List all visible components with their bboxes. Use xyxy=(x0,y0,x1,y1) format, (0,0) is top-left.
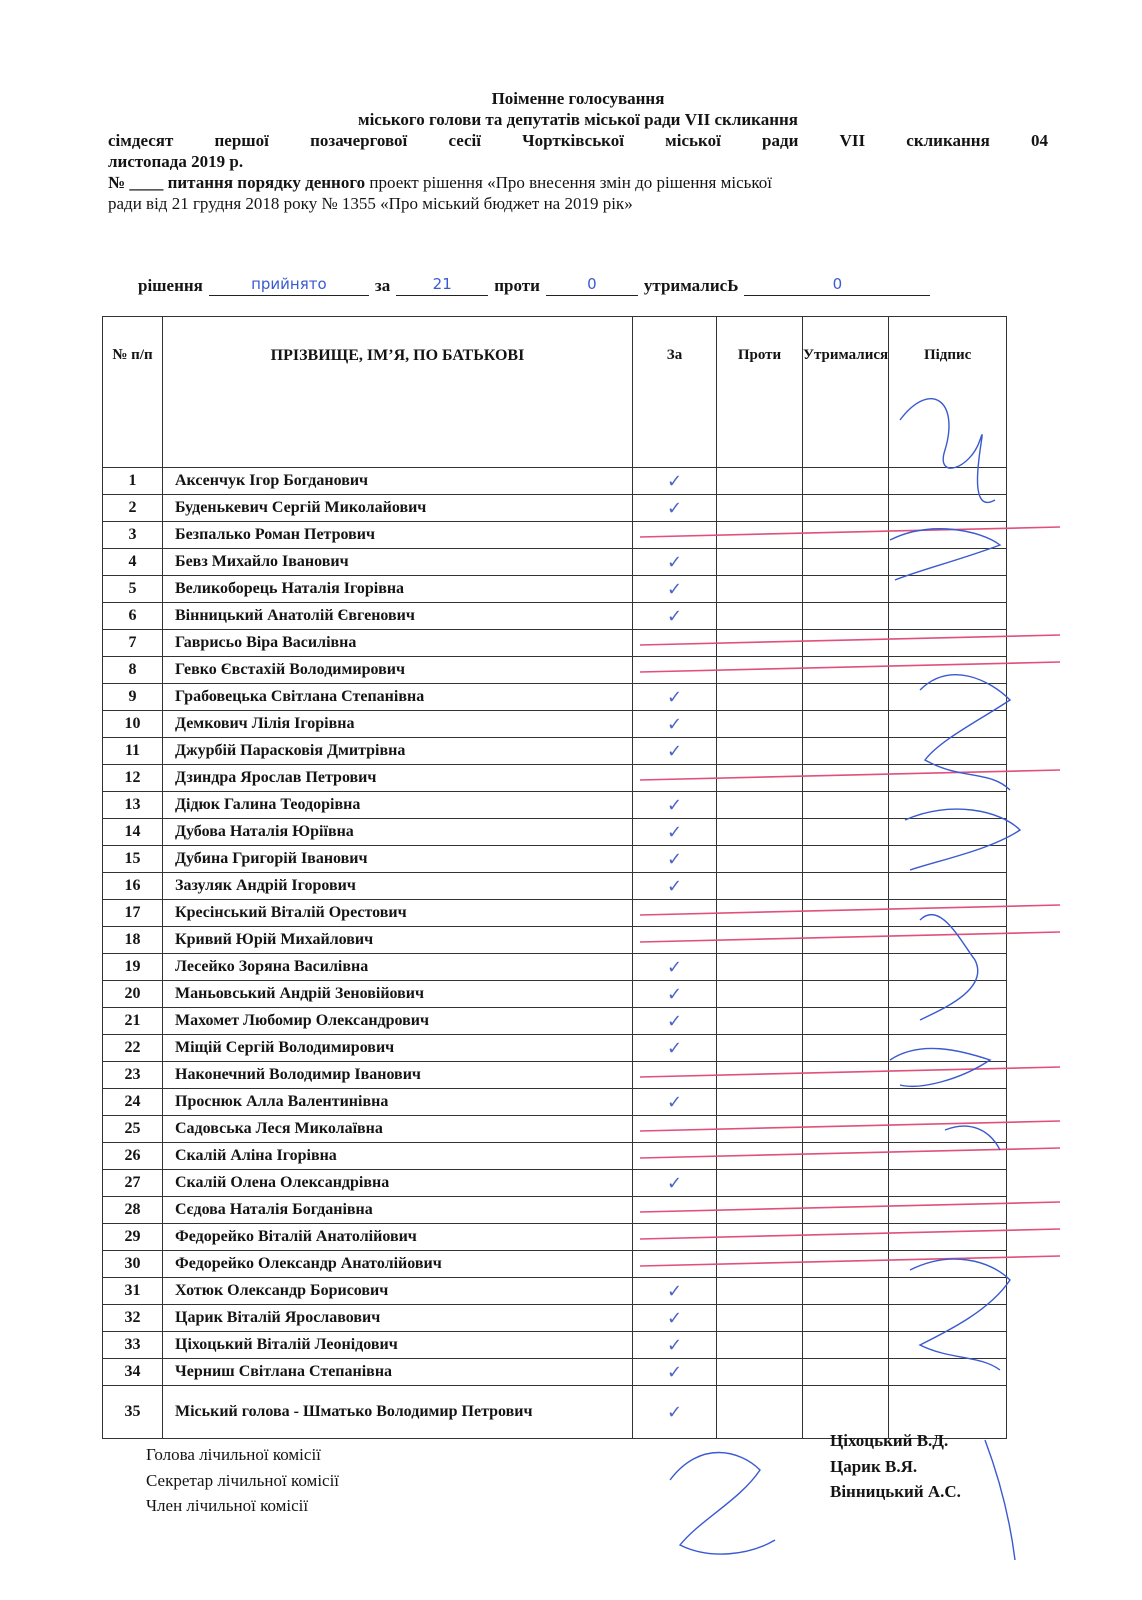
agenda-number: № ____ питання порядку денного xyxy=(108,173,366,193)
header-number: № п/п xyxy=(103,317,163,468)
row-for-mark: ✓ xyxy=(633,1008,717,1035)
row-number: 33 xyxy=(103,1332,163,1359)
row-number: 13 xyxy=(103,792,163,819)
row-name: Скалій Аліна Ігорівна xyxy=(163,1143,633,1170)
commission-chair-label: Голова лічильної комісії xyxy=(146,1445,321,1464)
row-name: Скалій Олена Олександрівна xyxy=(163,1170,633,1197)
row-number: 9 xyxy=(103,684,163,711)
row-name: Дубина Григорій Іванович xyxy=(163,846,633,873)
row-number: 6 xyxy=(103,603,163,630)
row-name: Дубова Наталія Юріївна xyxy=(163,819,633,846)
signature-scribble xyxy=(920,915,978,1020)
row-for-mark: ✓ xyxy=(633,684,717,711)
row-for-mark: ✓ xyxy=(633,738,717,765)
row-name: Аксенчук Ігор Богданович xyxy=(163,468,633,495)
row-number: 15 xyxy=(103,846,163,873)
row-number: 3 xyxy=(103,522,163,549)
row-name: Гаврисьо Віра Василівна xyxy=(163,630,633,657)
row-name: Хотюк Олександр Борисович xyxy=(163,1278,633,1305)
for-count: 21 xyxy=(396,274,488,296)
absent-strike-line xyxy=(640,905,1060,915)
row-name: Федорейко Олександр Анатолійович xyxy=(163,1251,633,1278)
row-name: Ціхоцький Віталій Леонідович xyxy=(163,1332,633,1359)
row-for-mark: ✓ xyxy=(633,981,717,1008)
row-for-mark: ✓ xyxy=(633,792,717,819)
row-name: Кресінський Віталій Орестович xyxy=(163,900,633,927)
absent-strike-line xyxy=(640,1121,1060,1131)
strike-lines xyxy=(640,527,1060,1266)
row-number: 27 xyxy=(103,1170,163,1197)
row-number: 18 xyxy=(103,927,163,954)
header-for: За xyxy=(633,317,717,468)
row-name: Маньовський Андрій Зеновійович xyxy=(163,981,633,1008)
row-number: 28 xyxy=(103,1197,163,1224)
row-number: 20 xyxy=(103,981,163,1008)
row-name: Садовська Леся Миколаївна xyxy=(163,1116,633,1143)
doc-subtitle: міського голови та депутатів міської ради VII скликання xyxy=(358,110,798,130)
row-name: Зазуляк Андрій Ігорович xyxy=(163,873,633,900)
decision-value: прийнято xyxy=(209,274,369,296)
row-number: 1 xyxy=(103,468,163,495)
row-for-mark: ✓ xyxy=(633,1035,717,1062)
against-count: 0 xyxy=(546,274,638,296)
signature-scribble xyxy=(670,1453,775,1555)
header-signature: Підпис xyxy=(889,317,1007,468)
row-number: 29 xyxy=(103,1224,163,1251)
signature-scribble xyxy=(985,1440,1015,1560)
row-number: 32 xyxy=(103,1305,163,1332)
session-date: листопада 2019 р. xyxy=(108,152,244,172)
against-label: проти xyxy=(494,276,540,295)
row-name: Грабовецька Світлана Степанівна xyxy=(163,684,633,711)
header-against: Проти xyxy=(717,317,803,468)
row-for-mark: ✓ xyxy=(633,1170,717,1197)
signature-scribbles xyxy=(670,399,1020,1560)
row-number: 11 xyxy=(103,738,163,765)
session-line: сімдесят першої позачергової сесії Чортківської міської ради VII скликання 04 xyxy=(108,131,1048,151)
absent-strike-line xyxy=(640,770,1060,780)
signature-scribble xyxy=(945,1126,1000,1150)
decision-label: рішення xyxy=(138,276,203,295)
row-number: 35 xyxy=(103,1386,163,1439)
row-number: 21 xyxy=(103,1008,163,1035)
absent-strike-line xyxy=(640,1229,1060,1239)
row-for-mark: ✓ xyxy=(633,954,717,981)
signature-scribble xyxy=(900,399,995,503)
absent-strike-line xyxy=(640,635,1060,645)
row-for-mark: ✓ xyxy=(633,495,717,522)
commission-roles xyxy=(146,1442,339,1519)
row-name: Бевз Михайло Іванович xyxy=(163,549,633,576)
commission-names xyxy=(830,1428,961,1505)
row-number: 10 xyxy=(103,711,163,738)
abstain-count: 0 xyxy=(744,274,930,296)
header-abstain: Утрималися xyxy=(803,317,889,468)
row-number: 16 xyxy=(103,873,163,900)
row-for-mark: ✓ xyxy=(633,1305,717,1332)
row-name: Федорейко Віталій Анатолійович xyxy=(163,1224,633,1251)
row-name: Кривий Юрій Михайлович xyxy=(163,927,633,954)
row-for-mark: ✓ xyxy=(633,711,717,738)
commission-secretary-name: Царик В.Я. xyxy=(830,1456,918,1476)
header-name: ПРІЗВИЩЕ, ІМ’Я, ПО БАТЬКОВІ xyxy=(163,317,633,468)
row-for-mark: ✓ xyxy=(633,1332,717,1359)
row-for-mark: ✓ xyxy=(633,1386,717,1439)
row-name: Демкович Лілія Ігорівна xyxy=(163,711,633,738)
absent-strike-line xyxy=(640,662,1060,672)
row-for-mark: ✓ xyxy=(633,603,717,630)
absent-strike-line xyxy=(640,932,1060,942)
row-number: 34 xyxy=(103,1359,163,1386)
row-number: 17 xyxy=(103,900,163,927)
row-name: Джурбій Парасковія Дмитрівна xyxy=(163,738,633,765)
row-name: Міщій Сергій Володимирович xyxy=(163,1035,633,1062)
row-number: 19 xyxy=(103,954,163,981)
row-number: 24 xyxy=(103,1089,163,1116)
row-number: 5 xyxy=(103,576,163,603)
row-name: Безпалько Роман Петрович xyxy=(163,522,633,549)
commission-chair-name: Ціхоцький В.Д. xyxy=(830,1431,949,1450)
row-for-mark: ✓ xyxy=(633,819,717,846)
row-name: Махомет Любомир Олександрович xyxy=(163,1008,633,1035)
row-number: 22 xyxy=(103,1035,163,1062)
row-name: Сєдова Наталія Богданівна xyxy=(163,1197,633,1224)
signature-scribble xyxy=(910,1259,1010,1370)
row-name: Гевко Євстахій Володимирович xyxy=(163,657,633,684)
row-name: Дідюк Галина Теодорівна xyxy=(163,792,633,819)
row-name: Буденькевич Сергій Миколайович xyxy=(163,495,633,522)
row-name: Великоборець Наталія Ігорівна xyxy=(163,576,633,603)
doc-title: Поіменне голосування xyxy=(491,89,665,108)
row-for-mark: ✓ xyxy=(633,468,717,495)
row-number: 23 xyxy=(103,1062,163,1089)
absent-strike-line xyxy=(640,1256,1060,1266)
row-for-mark: ✓ xyxy=(633,873,717,900)
row-number: 2 xyxy=(103,495,163,522)
row-name: Вінницький Анатолій Євгенович xyxy=(163,603,633,630)
absent-strike-line xyxy=(640,527,1060,537)
for-label: за xyxy=(374,276,391,295)
row-for-mark: ✓ xyxy=(633,846,717,873)
row-for-mark: ✓ xyxy=(633,1278,717,1305)
row-for-mark: ✓ xyxy=(633,1089,717,1116)
row-name: Міський голова - Шматько Володимир Петрович xyxy=(163,1386,633,1439)
row-number: 4 xyxy=(103,549,163,576)
row-name: Дзиндра Ярослав Петрович xyxy=(163,765,633,792)
absent-strike-line xyxy=(640,1202,1060,1212)
row-number: 12 xyxy=(103,765,163,792)
agenda-draft-cont: ради від 21 грудня 2018 року № 1355 «Про міський бюджет на 2019 рік» xyxy=(108,194,633,214)
row-number: 7 xyxy=(103,630,163,657)
commission-secretary-label: Секретар лічильної комісії xyxy=(146,1470,340,1490)
row-name: Лесейко Зоряна Василівна xyxy=(163,954,633,981)
row-name: Проснюк Алла Валентинівна xyxy=(163,1089,633,1116)
row-for-mark: ✓ xyxy=(633,576,717,603)
row-for-mark: ✓ xyxy=(633,549,717,576)
signature-scribble xyxy=(905,809,1020,870)
row-number: 31 xyxy=(103,1278,163,1305)
row-name: Черниш Світлана Степанівна xyxy=(163,1359,633,1386)
row-number: 26 xyxy=(103,1143,163,1170)
agenda-draft: проект рішення «Про внесення змін до рішення міської xyxy=(365,173,773,193)
row-number: 25 xyxy=(103,1116,163,1143)
row-name: Наконечний Володимир Іванович xyxy=(163,1062,633,1089)
commission-member-name: Вінницький А.С. xyxy=(830,1482,961,1501)
commission-member-label: Член лічильної комісії xyxy=(146,1496,309,1515)
abstain-label: утрималисЬ xyxy=(643,276,739,295)
signature-scribble xyxy=(890,1048,990,1086)
absent-strike-line xyxy=(640,1148,1060,1158)
row-number: 30 xyxy=(103,1251,163,1278)
absent-strike-line xyxy=(640,1067,1060,1077)
row-name: Царик Віталій Ярославович xyxy=(163,1305,633,1332)
row-number: 8 xyxy=(103,657,163,684)
row-for-mark: ✓ xyxy=(633,1359,717,1386)
signature-scribble xyxy=(890,529,1000,580)
row-number: 14 xyxy=(103,819,163,846)
